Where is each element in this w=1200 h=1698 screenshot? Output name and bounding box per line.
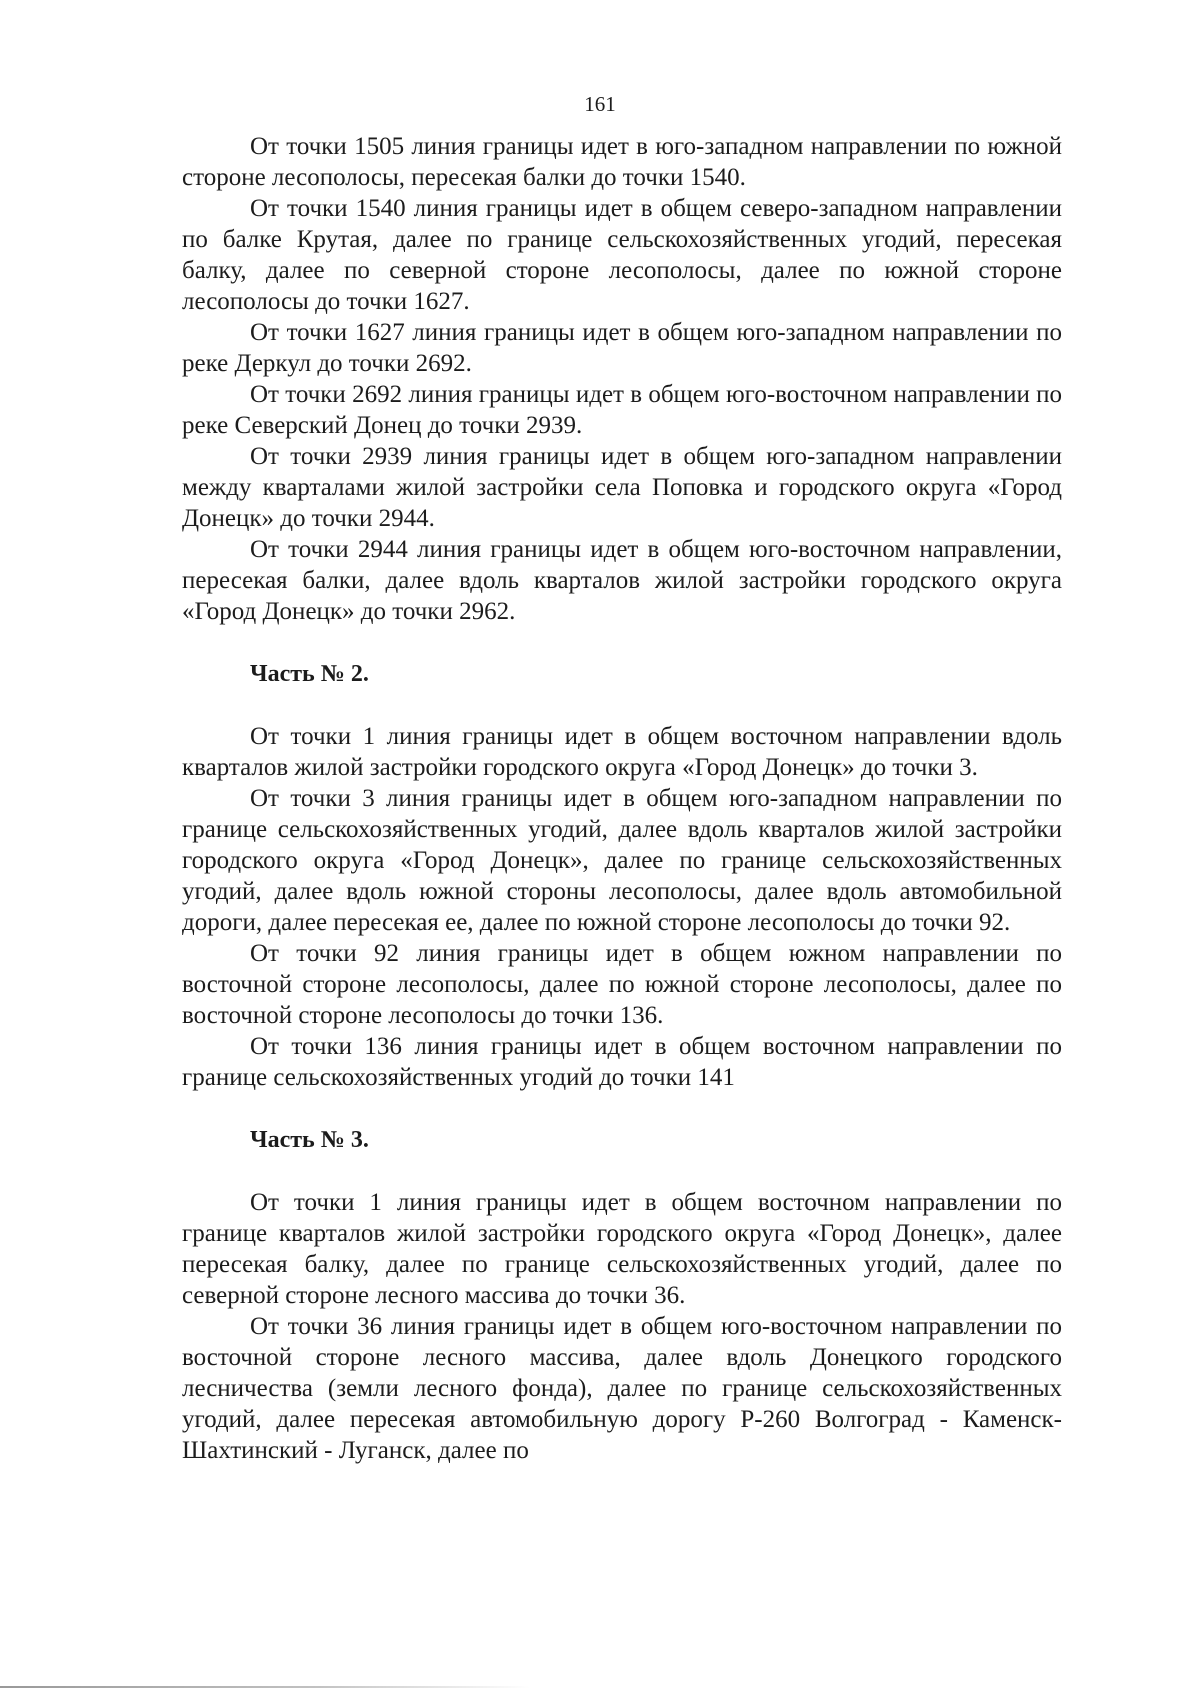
paragraph: От точки 2692 линия границы идет в общем юго-восточном направлении по реке Северский Донец до точки 2939. bbox=[182, 381, 1062, 439]
paragraph: От точки 1540 линия границы идет в общем северо-западном направлении по балке Крутая, далее по границе сельскохозяйственных угодий, пересекая балку, далее по северной стороне лесополосы, далее по южной стороне лесополосы до точки 1627. bbox=[182, 195, 1062, 315]
paragraph: От точки 92 линия границы идет в общем южном направлении по восточной стороне лесополосы, далее по южной стороне лесополосы, далее по восточной стороне лесополосы до точки 136. bbox=[182, 940, 1062, 1029]
paragraph: От точки 1 линия границы идет в общем восточном направлении по границе кварталов жилой застройки городского округа «Город Донецк», далее пересекая балку, далее по границе сельскохозяйственных угодий, далее по северной стороне лесного массива до точки 36. bbox=[182, 1189, 1062, 1309]
section-3 bbox=[182, 1125, 1062, 1466]
paragraph: От точки 2939 линия границы идет в общем юго-западном направлении между кварталами жилой застройки села Поповка и городского округа «Город Донецк» до точки 2944. bbox=[182, 443, 1062, 532]
section-1 bbox=[182, 131, 1062, 627]
paragraph: От точки 3 линия границы идет в общем юго-западном направлении по границе сельскохозяйственных угодий, далее вдоль кварталов жилой застройки городского округа «Город Донецк», далее по границе сельскохозяйственных угодий, далее вдоль южной стороны лесополосы, далее вдоль автомобильной дороги, далее пересекая ее, далее по южной стороне лесополосы до точки 92. bbox=[182, 785, 1062, 936]
paragraph: От точки 1627 линия границы идет в общем юго-западном направлении по реке Деркул до точки 2692. bbox=[182, 319, 1062, 377]
page-number: 161 bbox=[584, 92, 616, 116]
paragraph: От точки 1505 линия границы идет в юго-западном направлении по южной стороне лесополосы, пересекая балки до точки 1540. bbox=[182, 133, 1062, 191]
section-2 bbox=[182, 659, 1062, 1093]
paragraph: От точки 1 линия границы идет в общем восточном направлении вдоль кварталов жилой застройки городского округа «Город Донецк» до точки 3. bbox=[182, 723, 1062, 781]
paragraph: От точки 2944 линия границы идет в общем юго-восточном направлении, пересекая балки, далее вдоль кварталов жилой застройки городского округа «Город Донецк» до точки 2962. bbox=[182, 536, 1062, 625]
section-heading: Часть № 2. bbox=[250, 661, 369, 687]
paragraph: От точки 36 линия границы идет в общем юго-восточном направлении по восточной стороне лесного массива, далее вдоль Донецкого городского лесничества (земли лесного фонда), далее по границе сельскохозяйственных угодий, далее пересекая автомобильную дорогу Р-260 Волгоград - Каменск-Шахтинский - Луганск, далее по bbox=[182, 1313, 1062, 1464]
scan-edge-artifact bbox=[0, 1686, 530, 1688]
section-heading: Часть № 3. bbox=[250, 1127, 369, 1153]
paragraph: От точки 136 линия границы идет в общем восточном направлении по границе сельскохозяйственных угодий до точки 141 bbox=[182, 1033, 1062, 1091]
document-body bbox=[182, 131, 1062, 1466]
